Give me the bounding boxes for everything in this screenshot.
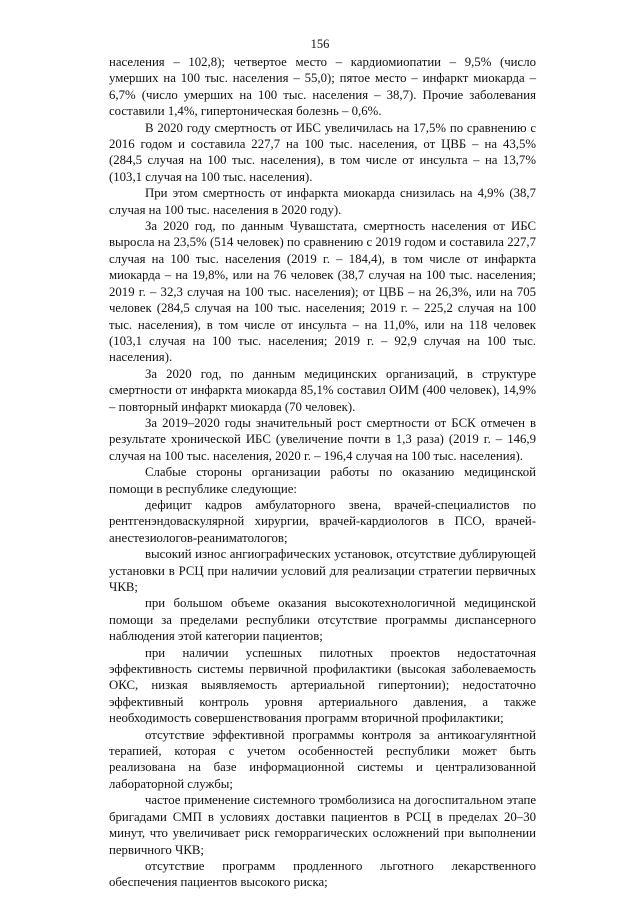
body-text bbox=[109, 54, 536, 891]
paragraph-ibs-mortality-2020: В 2020 году смертность от ИБС увеличилась на 17,5% по сравнению с 2016 годом и составила 227,7 на 100 тыс. населения, от ЦВБ – на 43,5% (284,5 случая на 100 тыс. населения), в том числе от инсульта – на 13,7% (103,1 случая на 100 тыс. населения). bbox=[109, 120, 536, 184]
list-item-follow-up-program: при большом объеме оказания высокотехнологичной медицинской помощи за пределами республики отсутствие программы диспансерного наблюдения этой категории пациентов; bbox=[109, 596, 536, 644]
paragraph-myocardial-infarction-decrease: При этом смертность от инфаркта миокарда снизилась на 4,9% (38,7 случая на 100 тыс. населения в 2020 году). bbox=[109, 186, 536, 217]
page-number: 156 bbox=[310, 37, 330, 51]
paragraph-weaknesses-intro: Слабые стороны организации работы по оказанию медицинской помощи в республике следующие: bbox=[109, 465, 536, 496]
list-item-thrombolysis: частое применение системного тромболизиса на догоспитальном этапе бригадами СМП в условиях доставки пациентов в РСЦ в пределах 20–30 минут, что увеличивает риск геморрагических осложнений при выполнении первичного ЧКВ; bbox=[109, 793, 536, 857]
paragraph-medical-organizations-data: За 2020 год, по данным медицинских организаций, в структуре смертности от инфаркта миокарда 85,1% составил ОИМ (400 человек), 14,9% – повторный инфаркт миокарда (70 человек). bbox=[109, 366, 536, 414]
list-item-equipment-wear: высокий износ ангиографических установок, отсутствие дублирующей установки в РСЦ при наличии условий для реализации стратегии первичных ЧКВ; bbox=[109, 547, 536, 594]
list-item-anticoagulant-control: отсутствие эффективной программы контроля за антикоагулянтной терапией, которая с учетом особенностей республики может быть реализована на базе информационной системы и централизованной лабораторной службы; bbox=[109, 727, 536, 791]
paragraph-chuvashstat-data: За 2020 год, по данным Чувашстата, смертность населения от ИБС выросла на 23,5% (514 человек) по сравнению с 2019 годом и составила 227,7 случая на 100 тыс. населения (2019 г. – 184,4), в том числе от инфаркта миокарда – на 19,8%, или на 76 человек (38,7 случая на 100 тыс. населения; 2019 г. – 32,3 случая на 100 тыс. населения); от ЦВБ – на 26,3%, или на 705 человек (284,5 случая на 100 тыс. населения; 2019 г. – 225,2 случая на 100 тыс. населения), в том числе от инсульта – на 11,0%, или на 118 человек (103,1 случая на 100 тыс. населения; 2019 г. – 92,9 случая на 100 тыс. населения). bbox=[109, 219, 536, 365]
list-item-staff-shortage: дефицит кадров амбулаторного звена, врачей-специалистов по рентгенэндоваскулярной хирургии, врачей-кардиологов в ПСО, врачей-анестезиологов-реаниматологов; bbox=[109, 497, 536, 545]
paragraph-mortality-structure-continued: населения – 102,8); четвертое место – кардиомиопатии – 9,5% (число умерших на 100 тыс. населения – 55,0); пятое место – инфаркт миокарда – 6,7% (число умерших на 100 тыс. населения – 38,7). Прочие заболевания составили 1,4%, гипертоническая болезнь – 0,6%. bbox=[109, 55, 536, 119]
paragraph-bsk-growth-2019-2020: За 2019–2020 годы значительный рост смертности от БСК отмечен в результате хронической ИБС (увеличение почти в 1,3 раза) (2019 г. – 146,9 случая на 100 тыс. населения, 2020 г. – 196,4 случая на 100 тыс. населения). bbox=[109, 415, 536, 463]
list-item-primary-prevention: при наличии успешных пилотных проектов недостаточная эффективность системы первичной профилактики (высокая заболеваемость ОКС, низкая выявляемость артериальной гипертонии); недостаточно эффективный контроль уровня артериального давления, а также необходимость совершенствования программ вторичной профилактики; bbox=[109, 645, 536, 726]
list-item-drug-provision: отсутствие программ продленного льготного лекарственного обеспечения пациентов высокого риска; bbox=[109, 858, 536, 890]
